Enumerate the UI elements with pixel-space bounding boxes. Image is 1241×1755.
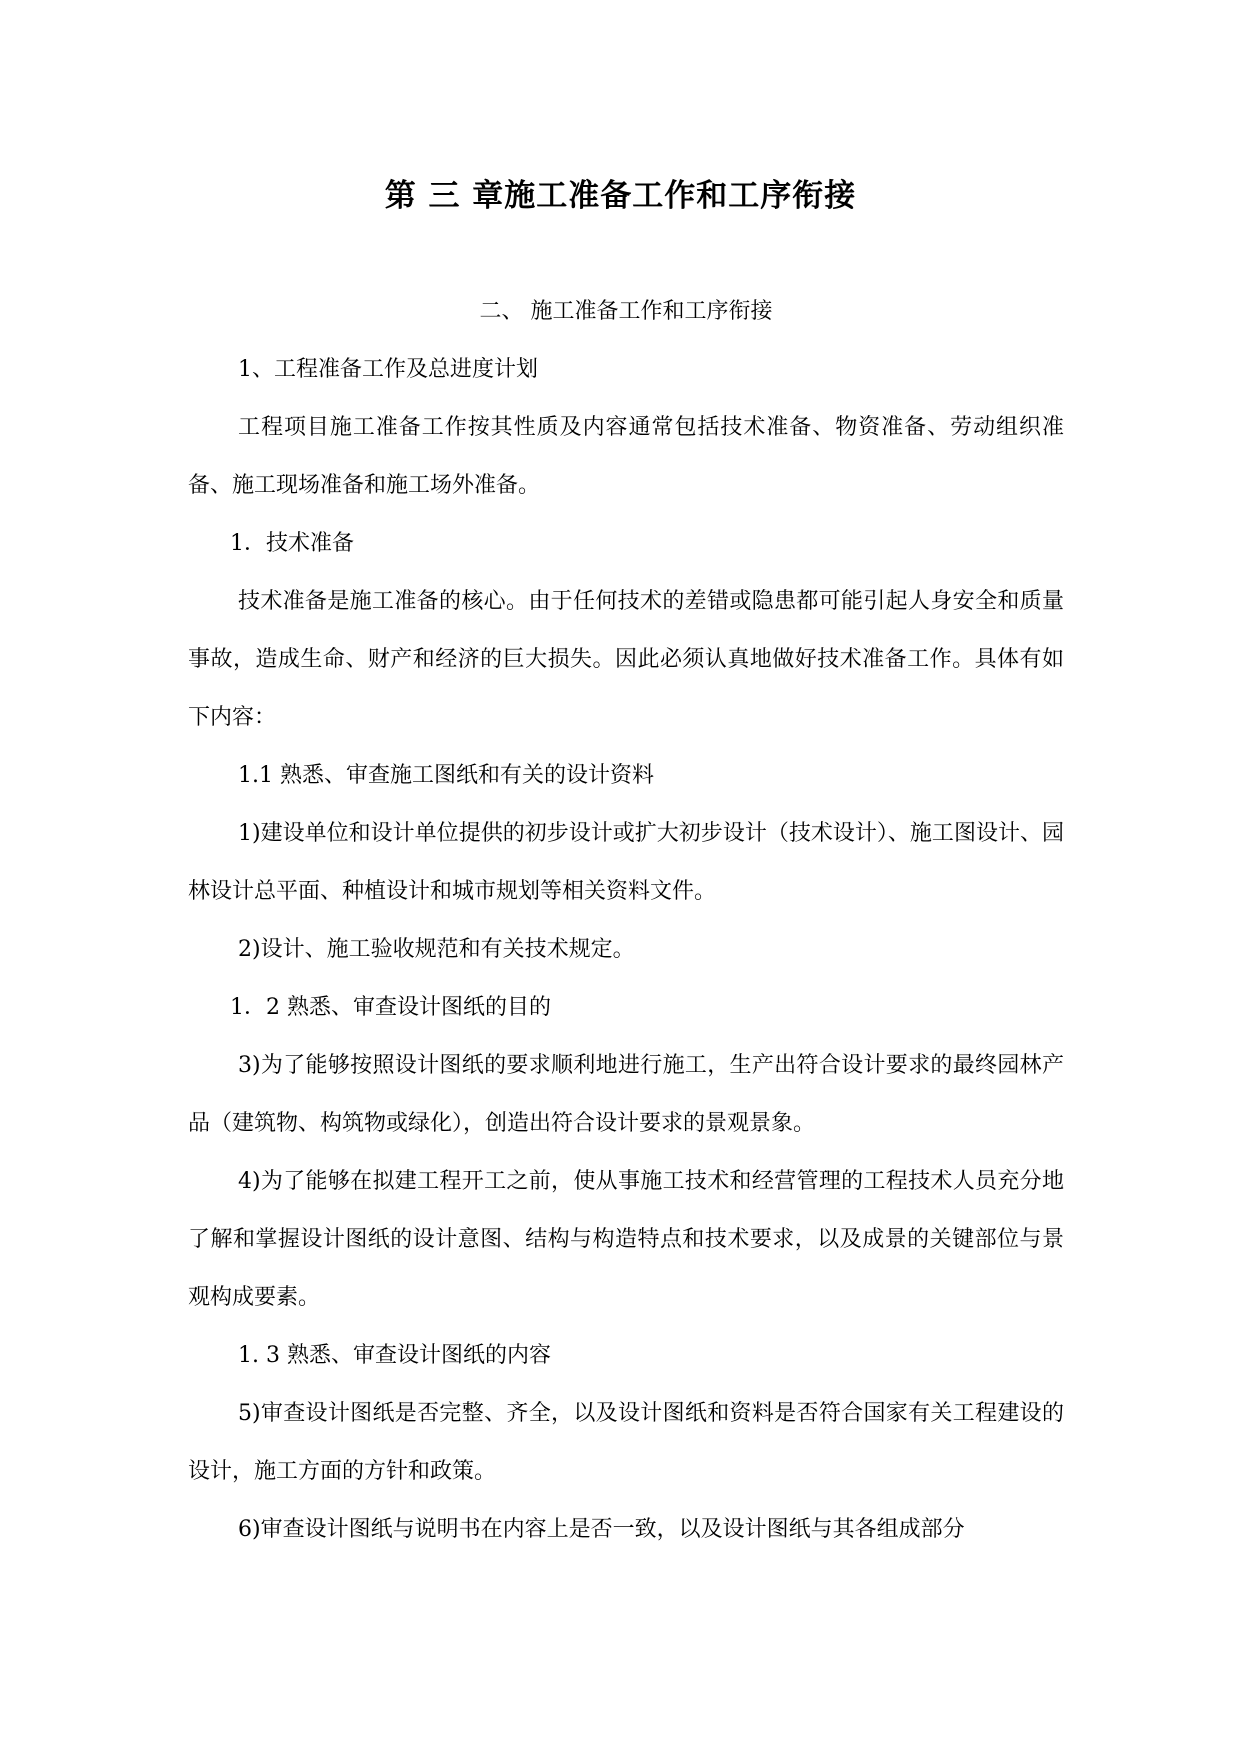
item-heading: 1. 3 熟悉、审查设计图纸的内容	[238, 1343, 551, 1368]
body-paragraph: 工程项目施工准备工作按其性质及内容通常包括技术准备、物资准备、劳动组织准备、施工现场准备和施工场外准备。	[188, 415, 1064, 498]
subsection-heading: 1、工程准备工作及总进度计划	[238, 357, 538, 382]
list-item: 3)为了能够按照设计图纸的要求顺利地进行施工，生产出符合设计要求的最终园林产品（建筑物、构筑物或绿化），创造出符合设计要求的景观景象。	[188, 1053, 1064, 1136]
chapter-title: 第 三 章施工准备工作和工序衔接	[384, 178, 857, 214]
body-paragraph: 技术准备是施工准备的核心。由于任何技术的差错或隐患都可能引起人身安全和质量事故，造成生命、财产和经济的巨大损失。因此必须认真地做好技术准备工作。具体有如下内容：	[188, 589, 1064, 730]
list-item: 2)设计、施工验收规范和有关技术规定。	[238, 937, 635, 962]
document-body	[188, 283, 1064, 1559]
list-item: 1)建设单位和设计单位提供的初步设计或扩大初步设计（技术设计）、施工图设计、园林设计总平面、种植设计和城市规划等相关资料文件。	[188, 821, 1064, 904]
section-heading: 二、 施工准备工作和工序衔接	[479, 299, 773, 324]
list-item: 5)审查设计图纸是否完整、齐全，以及设计图纸和资料是否符合国家有关工程建设的设计，施工方面的方针和政策。	[188, 1401, 1064, 1484]
list-item: 4)为了能够在拟建工程开工之前，使从事施工技术和经营管理的工程技术人员充分地了解和掌握设计图纸的设计意图、结构与构造特点和技术要求，以及成景的关键部位与景观构成要素。	[188, 1169, 1064, 1310]
list-item: 6)审查设计图纸与说明书在内容上是否一致，以及设计图纸与其各组成部分	[238, 1517, 965, 1542]
item-heading: 1．技术准备	[230, 531, 354, 556]
item-heading: 1.1 熟悉、审查施工图纸和有关的设计资料	[238, 763, 654, 788]
item-heading: 1．2 熟悉、审查设计图纸的目的	[230, 995, 551, 1020]
